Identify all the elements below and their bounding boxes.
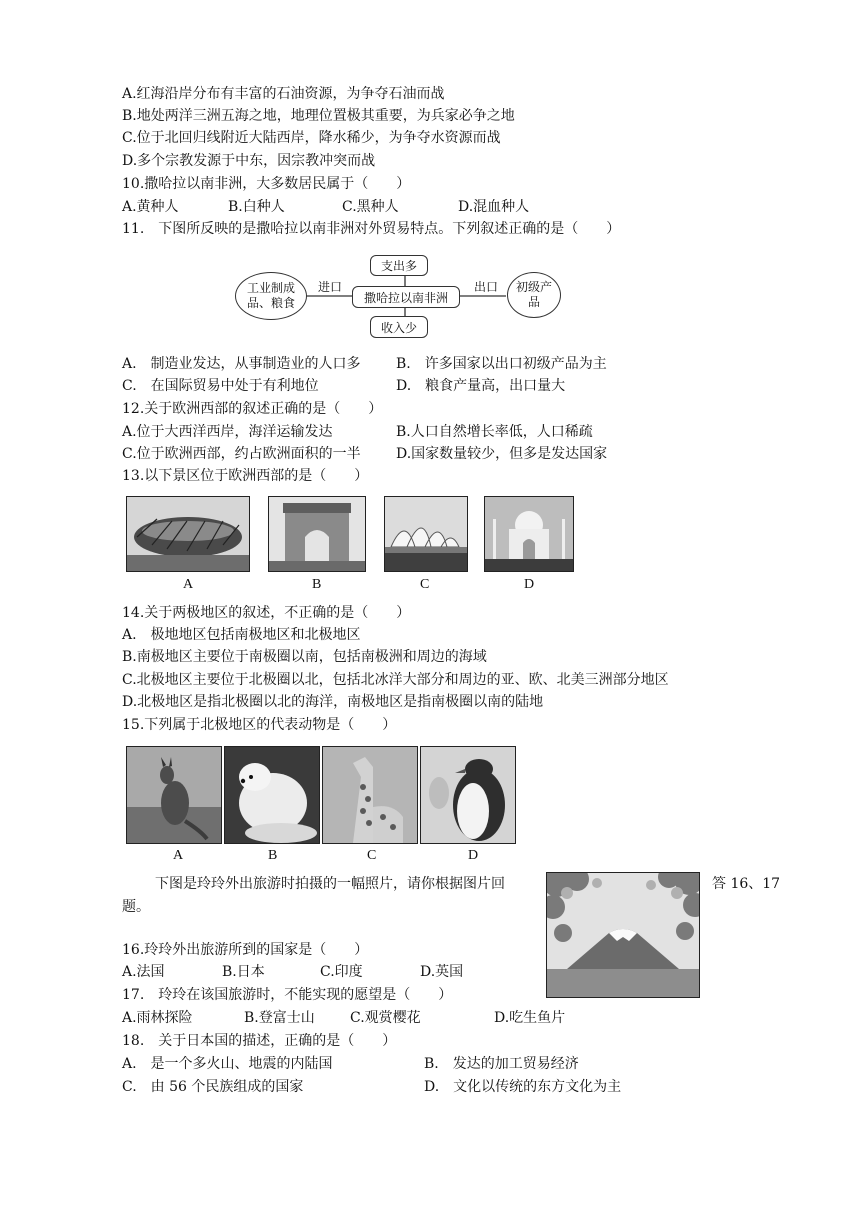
q13-label-c: C [420,577,430,592]
q17-option-a: A.雨林探险 [122,1010,193,1026]
q12-option-d: D.国家数量较少，但多是发达国家 [396,446,608,462]
q15-label-a: A [173,848,184,863]
q15-label-d: D [468,848,479,863]
q17-option-c: C.观赏樱花 [350,1010,421,1026]
photo-arc-de-triomphe [268,496,366,572]
q18-option-a: A. 是一个多火山、地震的内陆国 [122,1056,333,1072]
photo-penguin [420,746,516,844]
q13-label-a: A [183,577,194,592]
q14-option-c: C.北极地区主要位于北极圈以北，包括北冰洋大部分和周边的亚、欧、北美三洲部分地区 [122,672,669,688]
photo-mount-fuji-cherry-blossom [546,872,700,998]
q15-stem: 15.下列属于北极地区的代表动物是（ ） [122,717,397,733]
arc-de-triomphe-image [269,497,365,571]
node-income: 收入少 [370,316,428,338]
q15-label-b: B [268,848,278,863]
q11-stem: 11. 下图所反映的是撒哈拉以南非洲对外贸易特点。下列叙述正确的是（ ） [122,221,621,237]
photo-polar-bear [224,746,320,844]
q17-option-b: B.登富士山 [244,1010,315,1026]
passage-line1-end: 答 16、17 [712,876,781,892]
q18-stem: 18. 关于日本国的描述，正确的是（ ） [122,1033,397,1049]
q13-label-d: D [524,577,535,592]
taj-mahal-image [485,497,573,571]
photo-kangaroo [126,746,222,844]
q9-option-d: D.多个宗教发源于中东，因宗教冲突而战 [122,153,376,169]
q11-option-c: C. 在国际贸易中处于有利地位 [122,378,319,394]
q11-option-a: A. 制造业发达，从事制造业的人口多 [122,356,361,372]
passage-line2: 题。 [122,899,150,915]
photo-giraffe [322,746,418,844]
q16-option-c: C.印度 [320,964,363,980]
q12-option-a: A.位于大西洋西岸，海洋运输发达 [122,424,333,440]
q14-option-d: D.北极地区是指北极圈以北的海洋，南极地区是指南极圈以南的陆地 [122,694,544,710]
q13-stem: 13.以下景区位于欧洲西部的是（ ） [122,468,369,484]
q14-option-a: A. 极地地区包括南极地区和北极地区 [122,627,361,643]
q12-stem: 12.关于欧洲西部的叙述正确的是（ ） [122,401,383,417]
q9-option-c: C.位于北回归线附近大陆西岸，降水稀少，为争夺水资源而战 [122,130,501,146]
q14-stem: 14.关于两极地区的叙述，不正确的是（ ） [122,605,411,621]
q10-option-a: A.黄种人 [122,199,179,215]
node-expense: 支出多 [370,255,428,276]
q12-option-c: C.位于欧洲西部，约占欧洲面积的一半 [122,446,361,462]
q10-option-c: C.黑种人 [342,199,399,215]
node-exports: 初级产品 [507,272,561,318]
q18-option-b: B. 发达的加工贸易经济 [424,1056,579,1072]
q11-option-d: D. 粮食产量高，出口量大 [396,378,566,394]
photo-taj-mahal [484,496,574,572]
q16-option-d: D.英国 [420,964,464,980]
q13-label-b: B [312,577,322,592]
node-imports: 工业制成品、粮食 [235,272,307,320]
q9-option-b: B.地处两洋三洲五海之地，地理位置极其重要，为兵家必争之地 [122,108,515,124]
bird-nest-stadium-image [127,497,249,571]
photo-bird-nest-stadium [126,496,250,572]
q10-option-b: B.白种人 [228,199,285,215]
import-label: 进口 [318,280,343,294]
polar-bear-image [225,747,319,843]
q9-option-a: A.红海沿岸分布有丰富的石油资源，为争夺石油而战 [122,86,445,102]
penguin-image [421,747,515,843]
giraffe-image [323,747,417,843]
q14-option-b: B.南极地区主要位于南极圈以南，包括南极洲和周边的海域 [122,649,487,665]
q18-option-c: C. 由 56 个民族组成的国家 [122,1079,304,1095]
q10-stem: 10.撒哈拉以南非洲，大多数居民属于（ ） [122,176,411,192]
q11-option-b: B. 许多国家以出口初级产品为主 [396,356,607,372]
q15-label-c: C [367,848,377,863]
kangaroo-image [127,747,221,843]
q17-stem: 17. 玲玲在该国旅游时，不能实现的愿望是（ ） [122,987,453,1003]
q16-stem: 16.玲玲外出旅游所到的国家是（ ） [122,942,369,958]
q10-option-d: D.混血种人 [458,199,530,215]
q18-option-d: D. 文化以传统的东方文化为主 [424,1079,622,1095]
passage-line1: 下图是玲玲外出旅游时拍摄的一幅照片，请你根据图片回 [155,876,505,892]
q17-option-d: D.吃生鱼片 [494,1010,566,1026]
mount-fuji-image [547,873,699,997]
sydney-opera-house-image [385,497,467,571]
q12-option-b: B.人口自然增长率低，人口稀疏 [396,424,593,440]
node-center: 撒哈拉以南非洲 [352,286,460,308]
q16-option-a: A.法国 [122,964,165,980]
q16-option-b: B.日本 [222,964,265,980]
trade-diagram [230,250,590,342]
photo-sydney-opera-house [384,496,468,572]
export-label: 出口 [474,280,499,294]
